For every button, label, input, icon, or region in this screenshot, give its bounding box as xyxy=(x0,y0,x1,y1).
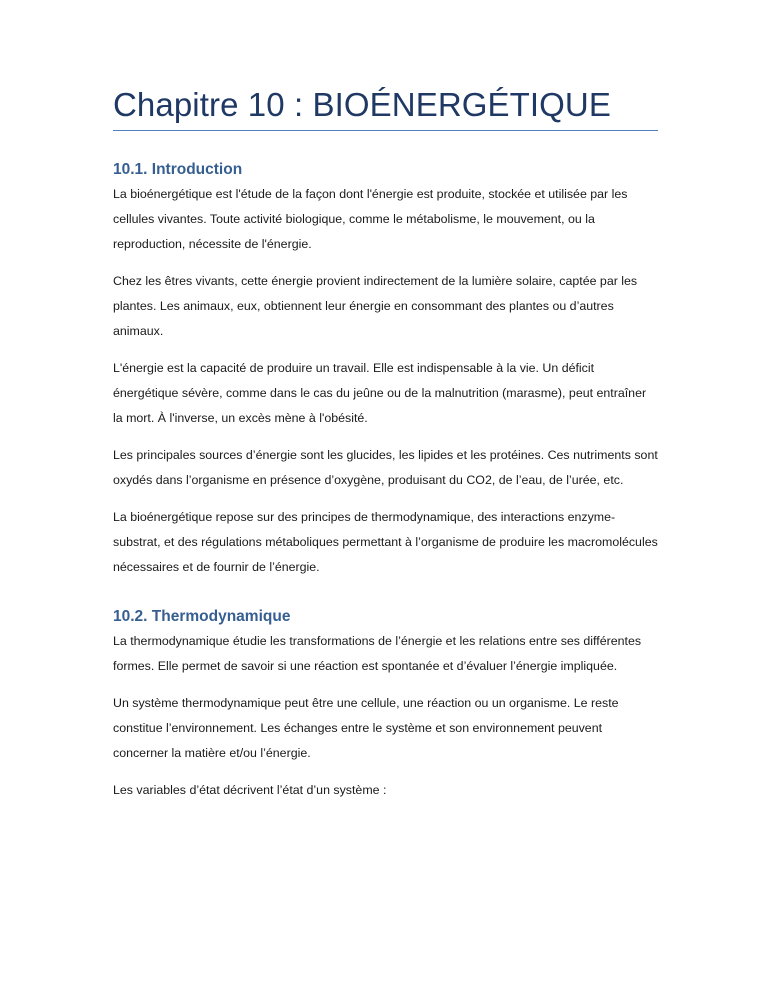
section-introduction xyxy=(113,161,658,580)
paragraph: La bioénergétique est l'étude de la façon dont l'énergie est produite, stockée et utilisée par les cellules vivantes. Toute activité biologique, comme le métabolisme, le mouvement, ou la reproduction, nécessite de l'énergie. xyxy=(113,187,628,251)
paragraph: Les principales sources d’énergie sont les glucides, les lipides et les protéines. Ces nutriments sont oxydés dans l’organisme en présence d’oxygène, produisant du CO2, de l’eau, de l’urée, etc. xyxy=(113,448,658,487)
paragraph: La bioénergétique repose sur des principes de thermodynamique, des interactions enzyme-substrat, et des régulations métaboliques permettant à l’organisme de produire les macromolécules nécessaires et de fournir de l’énergie. xyxy=(113,510,658,574)
paragraph: La thermodynamique étudie les transformations de l’énergie et les relations entre ses différentes formes. Elle permet de savoir si une réaction est spontanée et d’évaluer l’énergie impliquée. xyxy=(113,634,642,673)
paragraph: L'énergie est la capacité de produire un travail. Elle est indispensable à la vie. Un déficit énergétique sévère, comme dans le cas du jeûne ou de la malnutrition (marasme), peut entraîner la mort. À l'inverse, un excès mène à l'obésité. xyxy=(113,361,647,425)
section-heading: 10.2. Thermodynamique xyxy=(113,608,291,625)
section-thermodynamique xyxy=(113,608,658,803)
paragraph: Un système thermodynamique peut être une cellule, une réaction ou un organisme. Le reste constitue l’environnement. Les échanges entre le système et son environnement peuvent concerner la matière et/ou l’énergie. xyxy=(113,696,619,760)
chapter-title: Chapitre 10 : BIOÉNERGÉTIQUE xyxy=(113,86,658,131)
paragraph: Les variables d’état décrivent l’état d’un système : xyxy=(113,783,387,797)
paragraph: Chez les êtres vivants, cette énergie provient indirectement de la lumière solaire, captée par les plantes. Les animaux, eux, obtiennent leur énergie en consommant des plantes ou d’autres animaux. xyxy=(113,274,638,338)
section-heading: 10.1. Introduction xyxy=(113,161,243,178)
